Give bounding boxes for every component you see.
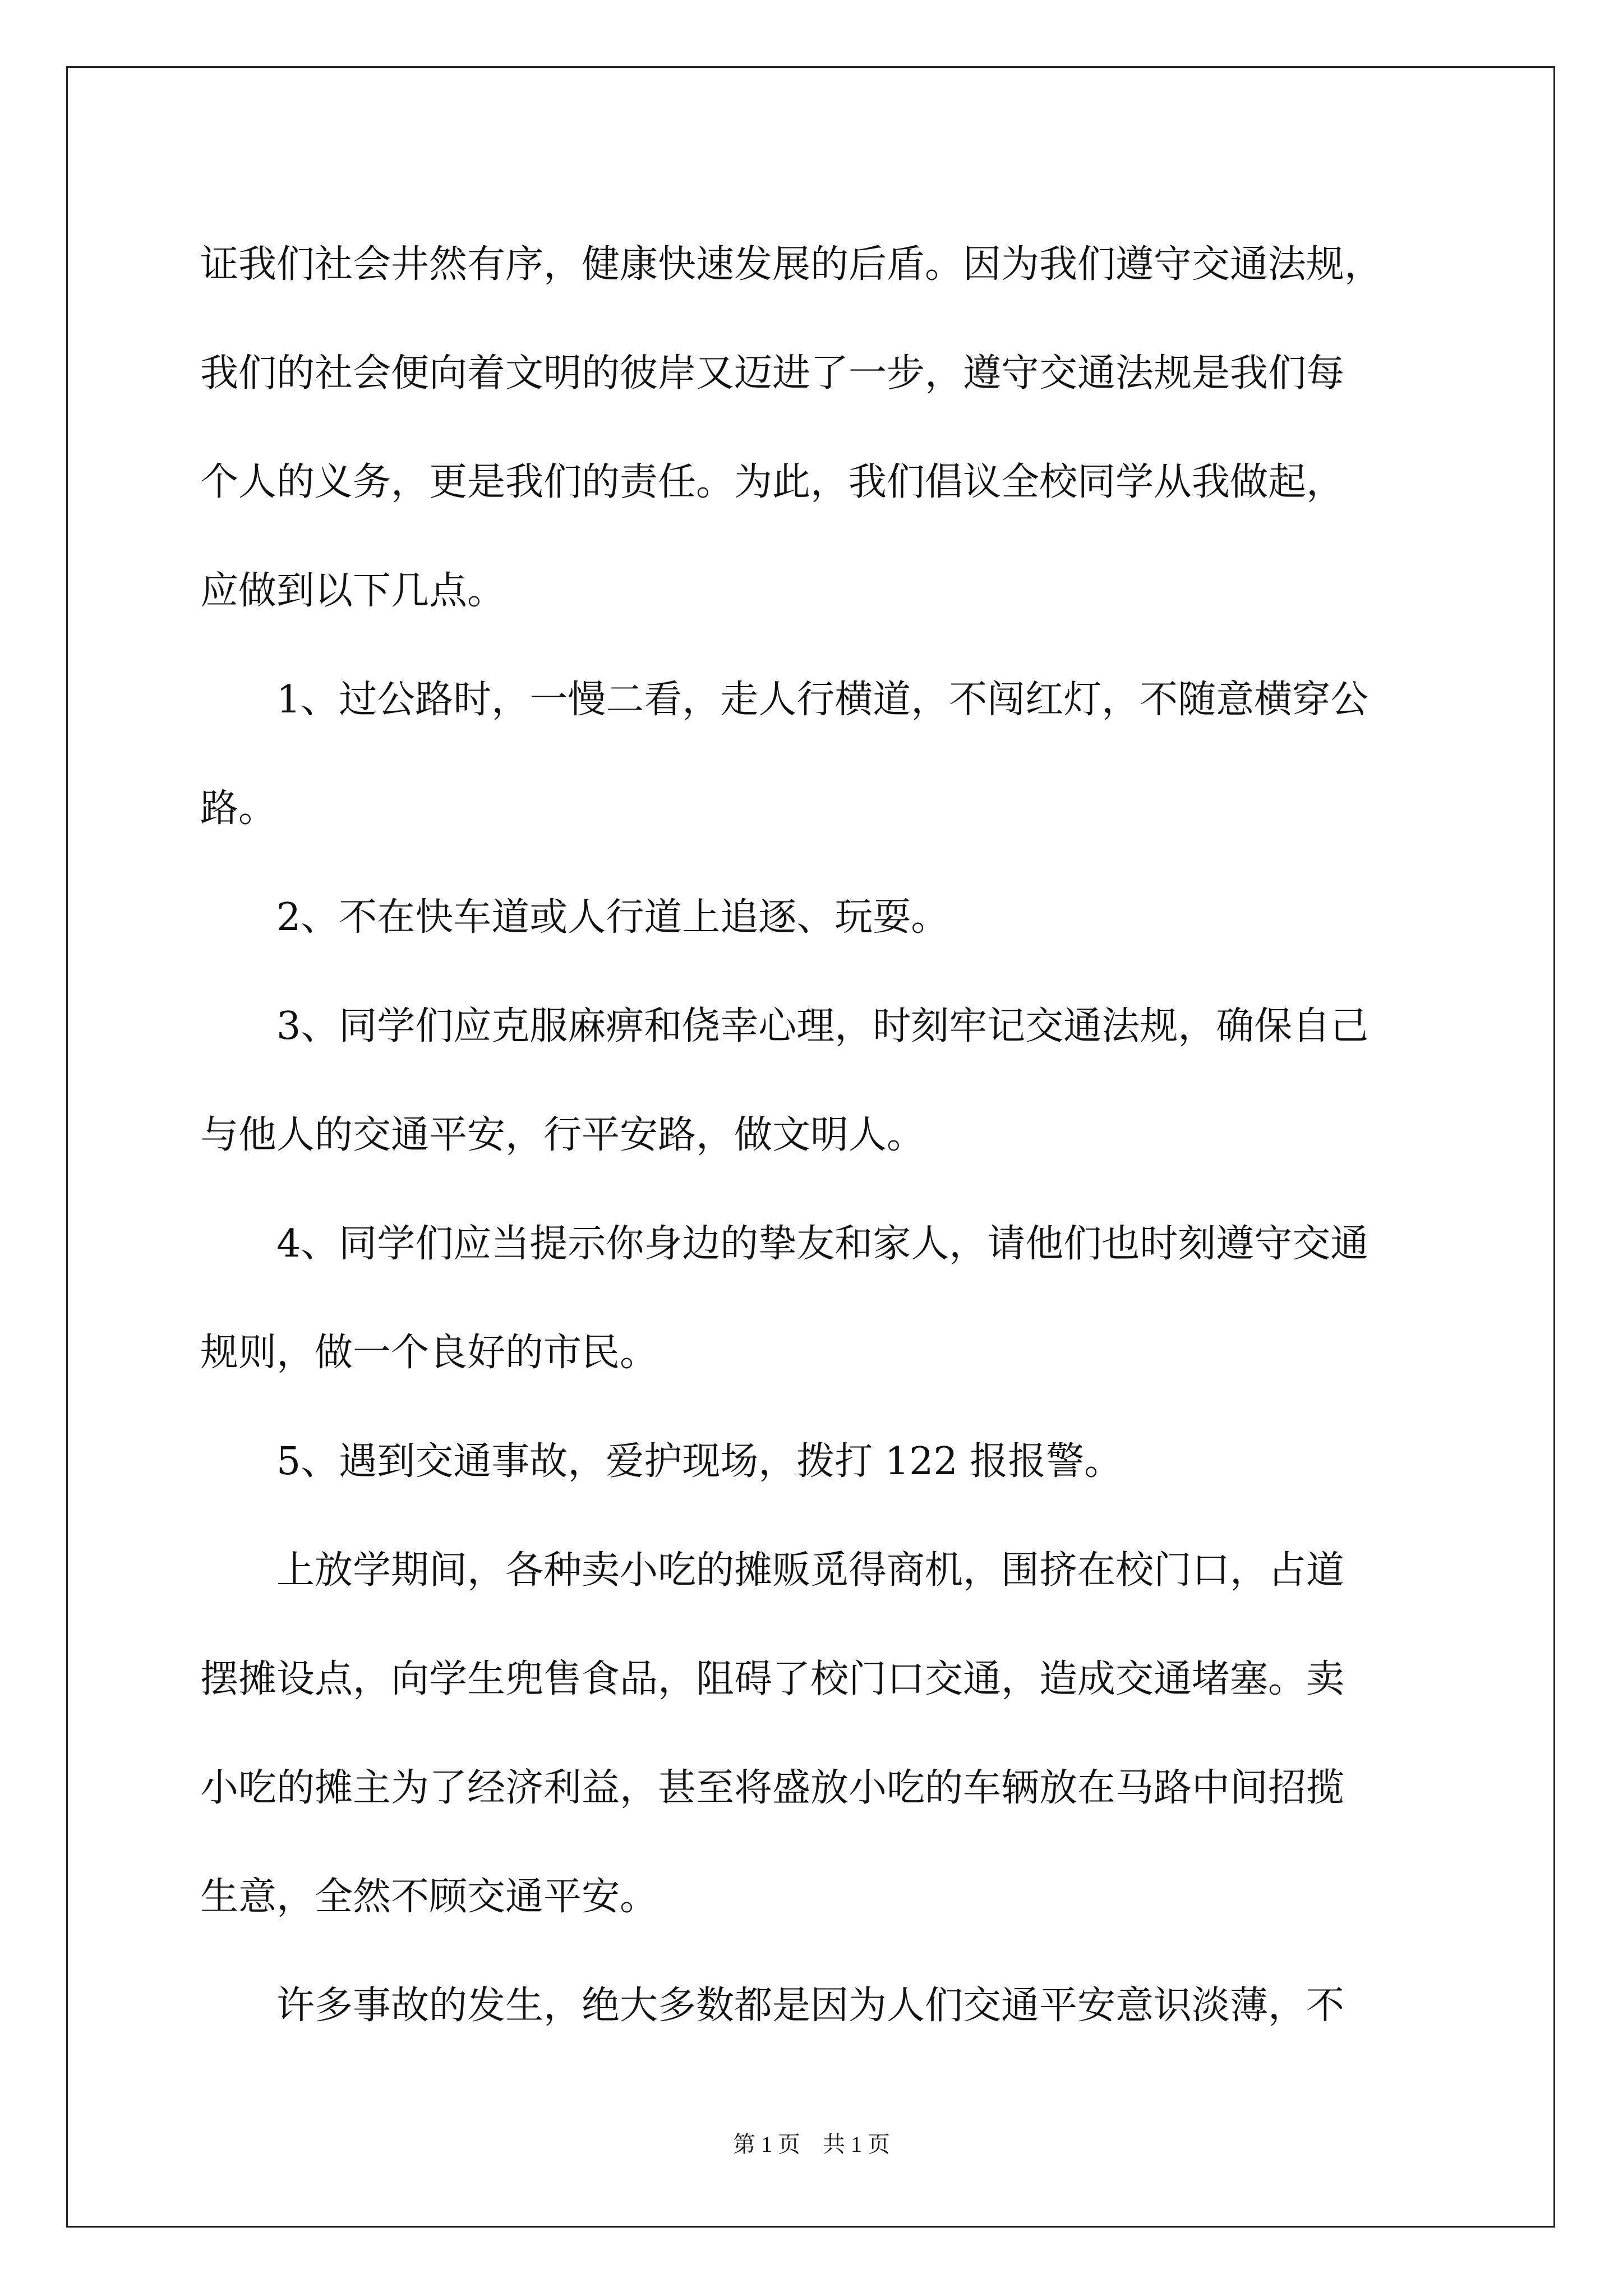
text-line-2: 我们的社会便向着文明的彼岸又迈进了一步，遵守交通法规是我们每: [200, 351, 1345, 395]
paragraph-vendors-line-3: 小吃的摊主为了经济利益，甚至将盛放小吃的车辆放在马路中间招揽: [200, 1766, 1345, 1810]
paragraph-vendors-line-4: 生意，全然不顾交通平安。: [200, 1875, 658, 1919]
list-item-4-line-2: 规则，做一个良好的市民。: [200, 1331, 658, 1375]
list-item-1-line-2: 路。: [200, 786, 277, 831]
list-item-5: 5、遇到交通事故，爱护现场，拨打 122 报报警。: [276, 1439, 1123, 1484]
paragraph-accidents-line-1: 许多事故的发生，绝大多数都是因为人们交通平安意识淡薄，不: [276, 1984, 1345, 2028]
text-line-1: 证我们社会井然有序，健康快速发展的后盾。因为我们遵守交通法规，: [200, 242, 1383, 287]
text-line-4: 应做到以下几点。: [200, 569, 506, 613]
list-item-1-line-1: 1、过公路时，一慢二看，走人行横道，不闯红灯，不随意横穿公: [276, 678, 1369, 722]
list-item-3-line-1: 3、同学们应克服麻痹和侥幸心理，时刻牢记交通法规，确保自己: [276, 1004, 1369, 1048]
text-line-3: 个人的义务，更是我们的责任。为此，我们倡议全校同学从我做起，: [200, 460, 1345, 504]
paragraph-vendors-line-1: 上放学期间，各种卖小吃的摊贩觅得商机，围挤在校门口，占道: [276, 1548, 1345, 1593]
paragraph-vendors-line-2: 摆摊设点，向学生兜售食品，阻碍了校门口交通，造成交通堵塞。卖: [200, 1657, 1345, 1701]
list-item-4-line-1: 4、同学们应当提示你身边的挚友和家人，请他们也时刻遵守交通: [276, 1222, 1369, 1266]
list-item-2: 2、不在快车道或人行道上追逐、玩耍。: [276, 895, 949, 940]
document-body: [200, 210, 1451, 2060]
page-footer: 第 1 页 共 1 页: [733, 2132, 890, 2157]
list-item-3-line-2: 与他人的交通平安，行平安路，做文明人。: [200, 1113, 925, 1157]
